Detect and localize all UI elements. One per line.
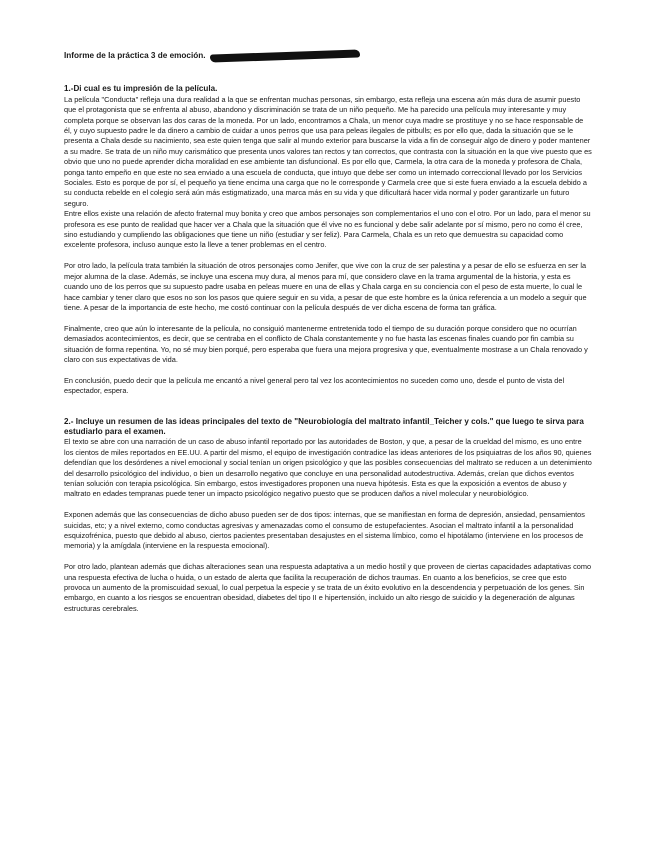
section1-paragraph-2: Entre ellos existe una relación de afecto fraternal muy bonita y creo que ambos personajes son complementarios el uno con el otro. Por un lado, para el menor su profesora es ese punto de realidad que hacer ver a Chala que la situación que él vive no es funcional y debe salir adelante por sí mismo, pero no como él cree, sino estudiando y cumpliendo las obligaciones que tiene un niño (estudiar y ser feliz). Para Carmela, Chala es un reto que demuestra su capacidad como excelente profesora, incluso aunque esto la lleve a tener problemas en el centro. [64,209,591,250]
section1-paragraph-1: La película "Conducta" refleja una dura realidad a la que se enfrentan muchas personas, sin embargo, esta refleja una escena aún más dura de asumir puesto que el protagonista que se enfrenta al abuso, abandono y discriminación se trata de un niño pequeño. Me ha parecido una película muy interesante y muy completa porque se observan las dos caras de la moneda. Por un lado, encontramos a Chala, un menor cuya madre se prostituye y no se hace responsable de él, y cuyo supuesto padre le da dinero a cambio de cuidar a unos perros que usa para peleas ilegales de pitbulls; es por ello que, dada la situación que se le presenta a Chala desde su nacimiento, sea este quien tenga que salir al mundo exterior para buscarse la vida a fin de conseguir algo de dinero y poder mantener a su madre. Se trata de un niño muy carismático que presenta unos valores tan rectos y tan correctos, que contrasta con la situación en la que vive puesto que es obvio que uno no puede aprender dicha moralidad en ese ambiente tan disfuncional. Es por ello que, Carmela, la otra cara de la moneda y profesora de Chala, ponga tanto empeño en que este no sea enviado a una escuela de conducta, que intuyo que debe ser como un internado correccional llevado por los Servicios Sociales. Esto es porque de por sí, el pequeño ya tiene encima una carga que no le corresponde y Carmela cree que si este fuera enviado a la escuela debido a su conducta rebelde en el colegio será aún más estigmatizado, una marca más en su vida y que dificultará hacer vida normal y poder garantizarle un futuro seguro. [64,94,592,208]
redaction-scribble [210,49,360,62]
document-title-row [64,50,592,61]
section1-paragraph-4: Finalmente, creo que aún lo interesante de la película, no consiguió mantenerme entretenida todo el tiempo de su duración porque considero que no ocurrían demasiados acontecimientos, es decir, que se centraba en el conflicto de Chala constantemente y no fue hasta las escenas finales cuando por fin cambia su situación de forma repentina. Yo, no sé muy bien porqué, pero esperaba que fuera una mejora progresiva y que, eventualmente mostrase a un Chala renovado y claro con sus expectativas de vida. [64,323,588,364]
document-page [64,50,592,614]
section2-paragraph-3: Por otro lado, plantean además que dichas alteraciones sean una respuesta adaptativa a un medio hostil y que proveen de ciertas capacidades adaptativas como una respuesta efectiva de lucha o huida, o un estado de alerta que facilita la recuperación de dichos traumas. En cuanto a los beneficios, se cree que esto provoca un aumento de la promiscuidad sexual, lo cual perpetua la especie y se trata de un éxito evolutivo en la descendencia y perpetuación de los genes. Sin embargo, en cuanto a los riesgos se encuentran obesidad, diabetes del tipo II e hipertensión, incluido un alto riesgo de suicidio y la degeneración de algunas estructuras cerebrales. [64,562,592,613]
document-title: Informe de la práctica 3 de emoción. [64,51,206,60]
section1-paragraph-3: Por otro lado, la película trata también la situación de otros personajes como Jenifer, que vive con la cruz de ser palestina y a pesar de ello se esfuerza en ser la mejor alumna de la clase. Además, se incluye una escena muy dura, al menos para mí, que considero clave en la trama argumental de la historia, y esta es cuando uno de los perros que su supuesto padre usaba en peleas muere en una de ellas y Chala carga en su conciencia con el peso de esta muerte, lo cual le hace cambiar y tener claro que esos no son los pasos que quiere seguir en su vida, a pesar de que este hombre es la única referencia a un modelo a seguir que tiene. A pesar de la importancia de este hecho, me costó continuar con la película después de ver dicha escena de forma tan gráfica. [64,261,587,312]
section2-paragraph-1: El texto se abre con una narración de un caso de abuso infantil reportado por las autoridades de Boston, y que, a pesar de la crueldad del mismo, es uno entre los cientos de miles reportados en EE.UU. A partir del mismo, el equipo de investigación contradice las ideas anteriores de los psiquiatras de los años 90, quienes defendían que los desórdenes a nivel emocional y social tenían un origen psicológico y que las posibles consecuencias del maltrato se reducen a un detenimiento del desarrollo psicológico del individuo, o bien un desarrollo negativo que concluye en una personalidad autodestructiva. Además, creían que dichos eventos tenían solución con terapia psicológica. Sin embargo, estos investigadores proponen una nueva hipótesis. Esta es que la exposición a eventos de abuso y maltrato en edades tempranas puede tener un impacto psicológico negativo puesto que se producen daños a nivel molecular y neurobiológico. [64,437,592,499]
section1-paragraph-5: En conclusión, puedo decir que la película me encantó a nivel general pero tal vez los acontecimientos no suceden como uno, desde el punto de vista del espectador, espera. [64,375,565,396]
section2-heading: 2.- Incluye un resumen de las ideas principales del texto de "Neurobiología del maltrato infantil_Teicher y cols." que luego te sirva para estudiarlo para el examen. [64,416,584,436]
section1-heading: 1.-Di cual es tu impresión de la película. [64,84,218,94]
section2-paragraph-2: Exponen además que las consecuencias de dicho abuso pueden ser de dos tipos: internas, que se manifiestan en forma de depresión, ansiedad, pensamientos suicidas, etc; y a nivel externo, como conductas agresivas y amenazadas como el consumo de estupefacientes. Asocian el maltrato infantil a la personalidad esquizofrénica, puesto que debido al abuso, ciertos pacientes presentaban desajustes en el sistema límbico, como el hipotálamo (interviene en los procesos de memoria) y la amígdala (interviene en la respuesta emocional). [64,510,585,551]
